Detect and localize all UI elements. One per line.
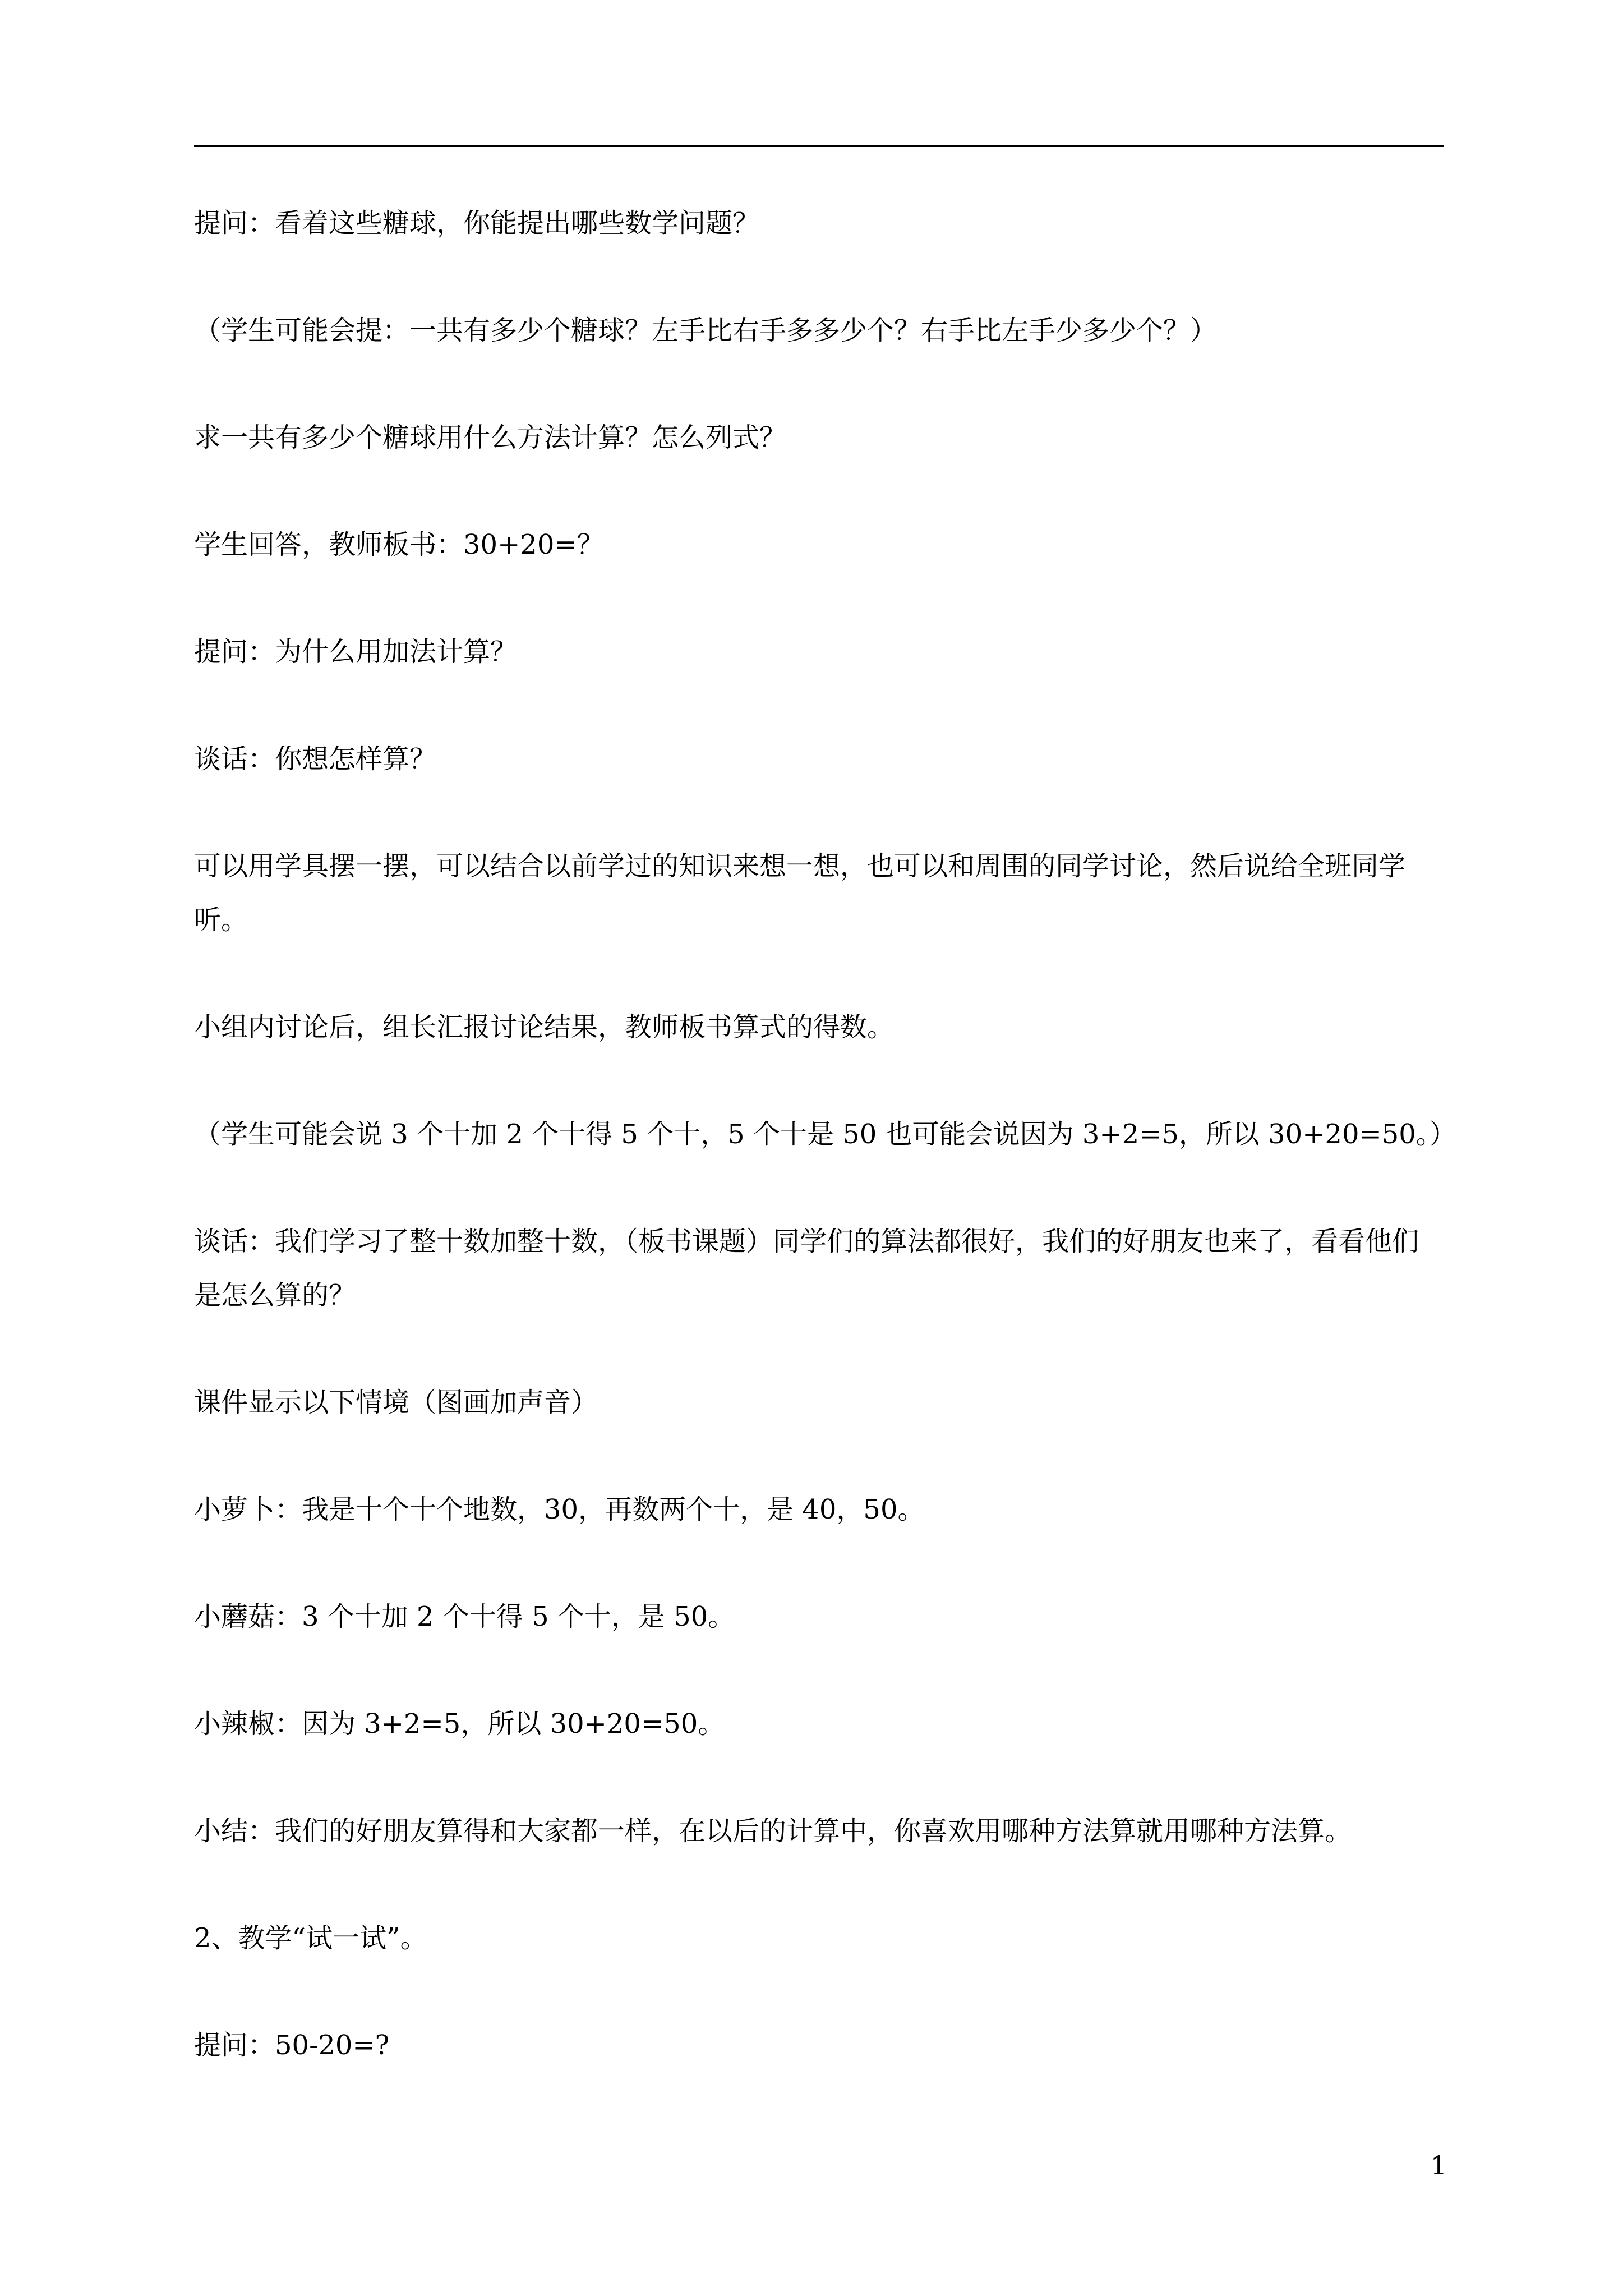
paragraph-group-report: 小组内讨论后，组长汇报讨论结果，教师板书算式的得数。 [194, 1011, 895, 1043]
paragraph-why-addition: 提问：为什么用加法计算？ [194, 636, 518, 668]
paragraph-little-mushroom: 小蘑菇：3 个十加 2 个十得 5 个十，是 50。 [194, 1601, 735, 1632]
paragraph-student-methods: （学生可能会说 3 个十加 2 个十得 5 个十，5 个十是 50 也可能会说因为 3+2=5，所以 30+20=50。） [194, 1119, 1456, 1150]
paragraph-little-pepper: 小辣椒：因为 3+2=5，所以 30+20=50。 [194, 1708, 725, 1740]
paragraph-question-candy: 提问：看着这些糖球，你能提出哪些数学问题？ [194, 208, 760, 239]
paragraph-subtraction-question: 提问：50-20=? [194, 2030, 390, 2061]
paragraph-teacher-board: 学生回答，教师板书：30+20=？ [194, 529, 604, 560]
header-rule [194, 145, 1444, 147]
paragraph-student-questions: （学生可能会提：一共有多少个糖球？左手比右手多多少个？右手比左手少多少个？） [194, 315, 1218, 346]
paragraph-try-section: 2、教学“试一试”。 [194, 1922, 427, 1954]
paragraph-courseware: 课件显示以下情境（图画加声音） [194, 1387, 598, 1418]
paragraph-discussion-instructions: 可以用学具摆一摆，可以结合以前学过的知识来想一想，也可以和周围的同学讨论，然后说给全班同学听。 [194, 850, 1406, 936]
document-body [194, 196, 1456, 2125]
paragraph-method-question: 求一共有多少个糖球用什么方法计算？怎么列式？ [194, 422, 787, 453]
paragraph-friends-method: 谈话：我们学习了整十数加整十数，（板书课题）同学们的算法都很好，我们的好朋友也来了，看看他们是怎么算的？ [194, 1226, 1419, 1311]
page-number: 1 [1430, 2150, 1447, 2180]
paragraph-little-radish: 小萝卜：我是十个十个地数，30，再数两个十，是 40，50。 [194, 1494, 925, 1525]
paragraph-summary: 小结：我们的好朋友算得和大家都一样，在以后的计算中，你喜欢用哪种方法算就用哪种方法算。 [194, 1815, 1352, 1847]
paragraph-how-calculate: 谈话：你想怎样算？ [194, 743, 437, 775]
